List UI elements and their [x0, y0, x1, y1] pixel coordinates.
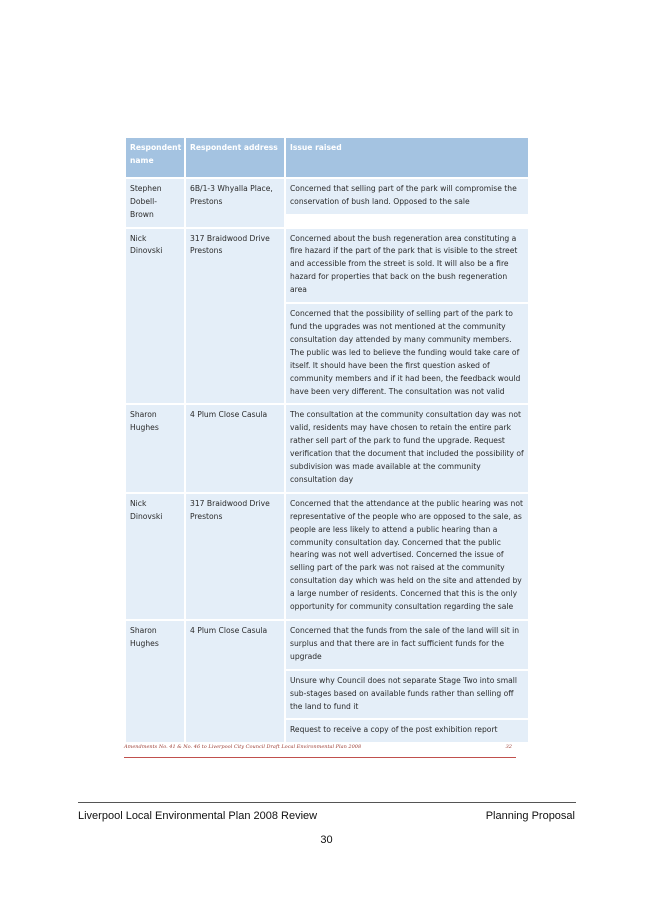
respondent-name-cell: Nick Dinovski	[126, 494, 184, 619]
respondent-name-cell: Nick Dinovski	[126, 229, 184, 404]
footer-divider	[78, 802, 576, 803]
respondent-name-cell: Sharon Hughes	[126, 405, 184, 491]
issue-text: Request to receive a copy of the post exhibition report	[286, 720, 528, 742]
issue-raised-cell	[286, 621, 528, 742]
table-row	[126, 494, 528, 619]
header-respondent-address: Respondent address	[186, 138, 284, 177]
issue-raised-cell	[286, 179, 528, 227]
respondent-name-cell: Sharon Hughes	[126, 621, 184, 742]
respondent-address-cell: 317 Braidwood Drive Prestons	[186, 229, 284, 404]
embedded-footer-page: 32	[505, 744, 512, 750]
issue-raised-cell	[286, 229, 528, 404]
table-header-row	[126, 138, 528, 177]
header-issue-raised: Issue raised	[286, 138, 528, 177]
embedded-footer-title: Amendments No. 41 & No. 46 to Liverpool City Council Draft Local Environmental Plan 2008	[124, 744, 362, 750]
embedded-page-footer	[124, 740, 516, 758]
footer-document-title: Liverpool Local Environmental Plan 2008 Review	[78, 810, 318, 822]
respondent-address-cell: 317 Braidwood Drive Prestons	[186, 494, 284, 619]
header-respondent-name: Respondent name	[126, 138, 184, 177]
table-body	[126, 177, 528, 743]
page-number: 30	[320, 834, 333, 846]
respondent-name-cell: Stephen Dobell-Brown	[126, 179, 184, 227]
embedded-submissions-table	[124, 138, 526, 742]
table-row	[126, 621, 528, 742]
respondent-address-cell: 6B/1-3 Whyalla Place, Prestons	[186, 179, 284, 227]
table-row	[126, 179, 528, 227]
issue-text: The consultation at the community consultation day was not valid, residents may have chosen to retain the entire park rather sell part of the park to fund the upgrade. Request verification that the document that included the possibility of subdivision was made available at the community consultation day	[286, 405, 528, 491]
issue-text: Concerned about the bush regeneration area constituting a fire hazard if the part of the park that is visible to the street and accessible from the street is sold. It will also be a fire hazard for properties that back on the bush regeneration area	[286, 229, 528, 303]
footer-document-type: Planning Proposal	[485, 810, 575, 822]
issue-text: Concerned that the funds from the sale of the land will sit in surplus and that there are in fact sufficient funds for the upgrade	[286, 621, 528, 669]
issue-text: Concerned that the attendance at the public hearing was not representative of the people who are opposed to the sale, as people are less likely to attend a public hearing than a community consultation day. Concerned that the public hearing was not well advertised. Concerned the issue of selling part of the park was not raised at the community consultation day which was held on the site and attended by a large number of residents. Concerned that this is the only opportunity for community consultation regarding the sale	[286, 494, 528, 619]
respondent-address-cell: 4 Plum Close Casula	[186, 405, 284, 491]
issue-text: Unsure why Council does not separate Stage Two into small sub-stages based on available funds rather than selling off the land to fund it	[286, 671, 528, 719]
issue-text: Concerned that the possibility of selling part of the park to fund the upgrades was not mentioned at the community consultation day attended by many community members. The public was led to believe the funding would take care of itself. It should have been the first question asked of community members and if it had been, the feedback would have been very different. The consultation was not valid	[286, 304, 528, 403]
submissions-table	[124, 138, 530, 742]
issue-text: Concerned that selling part of the park will compromise the conservation of bush land. Opposed to the sale	[286, 179, 528, 214]
issue-raised-cell	[286, 494, 528, 619]
table-row	[126, 405, 528, 491]
table-row	[126, 229, 528, 404]
respondent-address-cell: 4 Plum Close Casula	[186, 621, 284, 742]
issue-raised-cell	[286, 405, 528, 491]
